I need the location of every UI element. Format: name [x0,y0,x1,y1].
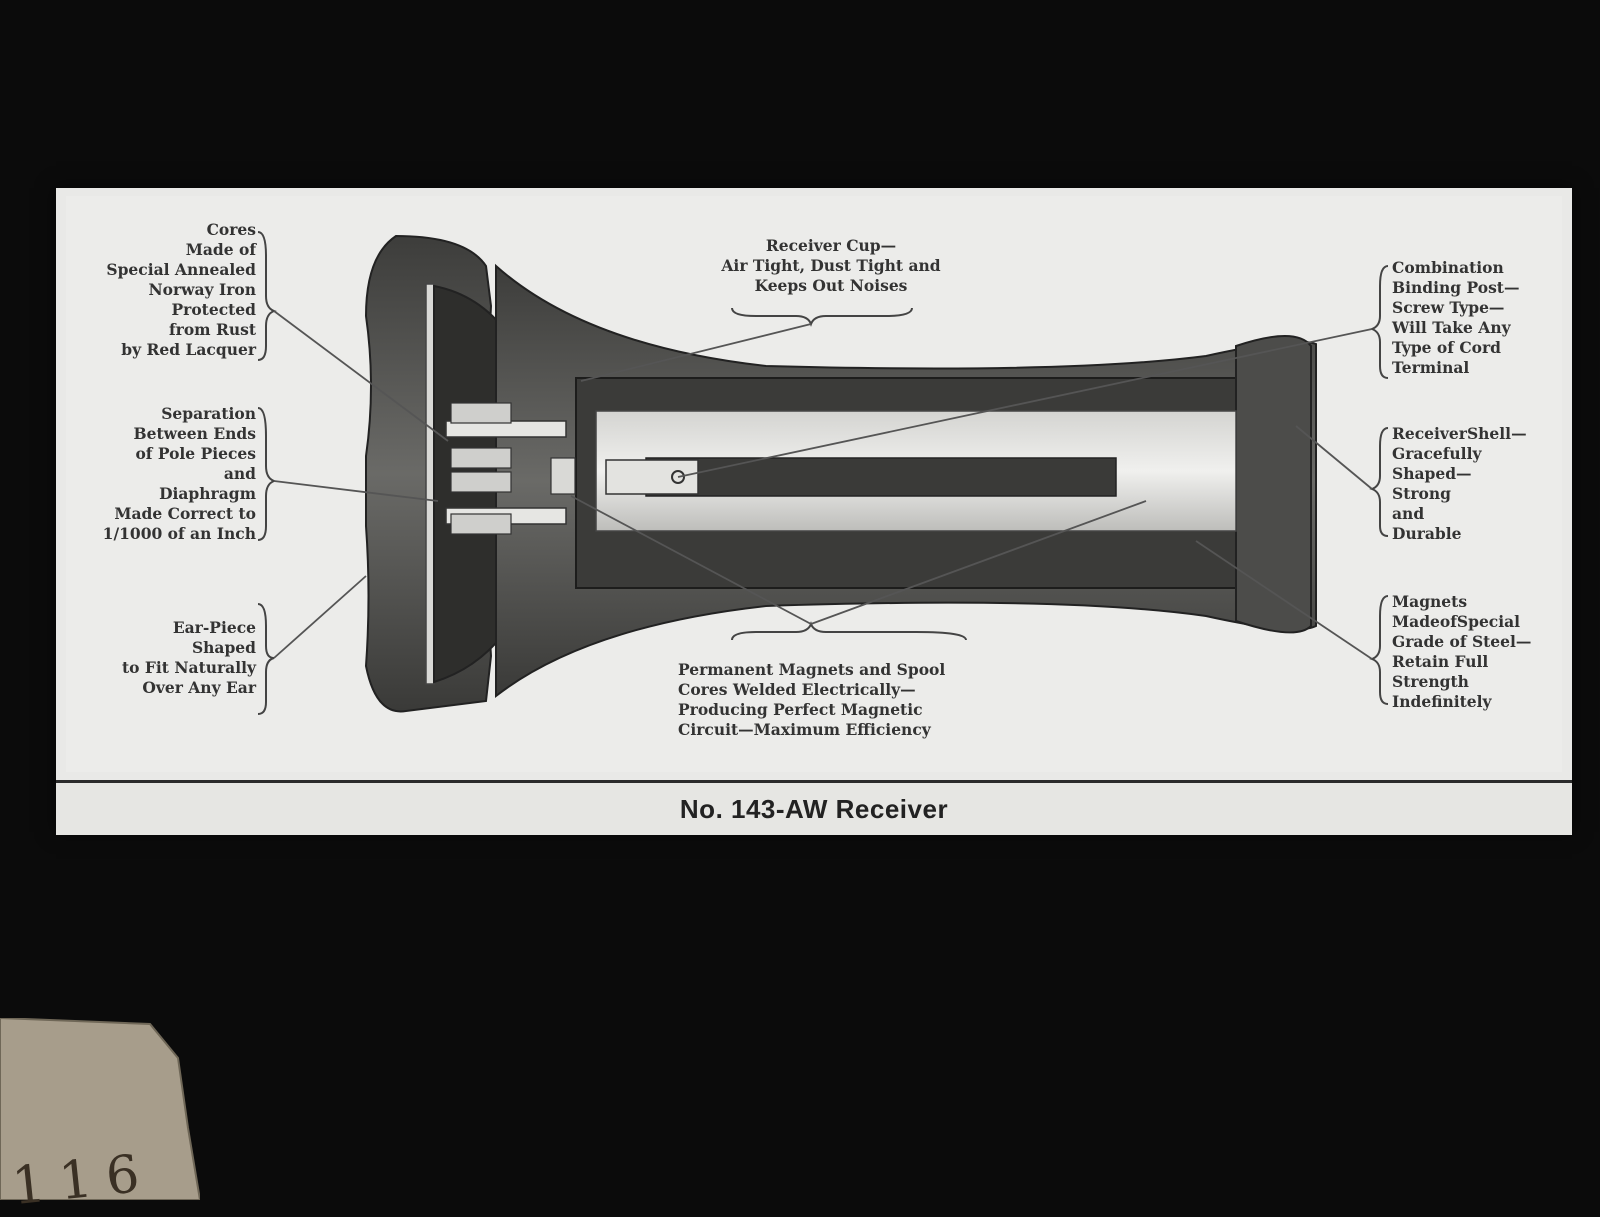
lantern-slide [56,188,1572,832]
spool-coil-3 [451,472,511,492]
label-cores: Cores Made of Special Annealed Norway Iron Protected from Rust by Red Lacquer [106,220,256,359]
label-receiver-cup: Receiver Cup— Air Tight, Dust Tight and Keeps Out Noises [721,236,941,295]
diaphragm [426,284,434,684]
label-separation: Separation Between Ends of Pole Pieces and Diaphragm Made Correct to 1/1000 of an Inch [102,404,256,543]
spool-coil-1 [451,403,511,423]
label-binding-post: Combination Binding Post— Screw Type— Will Take Any Type of Cord Terminal [1392,258,1520,377]
spool-coil-4 [451,514,511,534]
handwritten-number: 116 [9,1142,157,1217]
label-ear-piece: Ear-Piece Shaped to Fit Naturally Over Any Ear [122,618,256,697]
caption-title: No. 143-AW Receiver [679,793,949,824]
label-magnets: Magnets MadeofSpecial Grade of Steel— Retain Full Strength Indefinitely [1392,592,1532,711]
magnet-slot [646,458,1116,496]
shell-end-cap [1236,336,1311,632]
caption-bar [56,780,1572,835]
diagram-panel [66,196,1562,772]
spool-coil-2 [451,448,511,468]
label-receiver-shell: ReceiverShell— Gracefully Shaped— Strong and Durable [1392,424,1527,543]
label-permanent-magnets: Permanent Magnets and Spool Cores Welded Electrically— Producing Perfect Magnetic Circuit—Maximum Efficiency [678,660,946,739]
